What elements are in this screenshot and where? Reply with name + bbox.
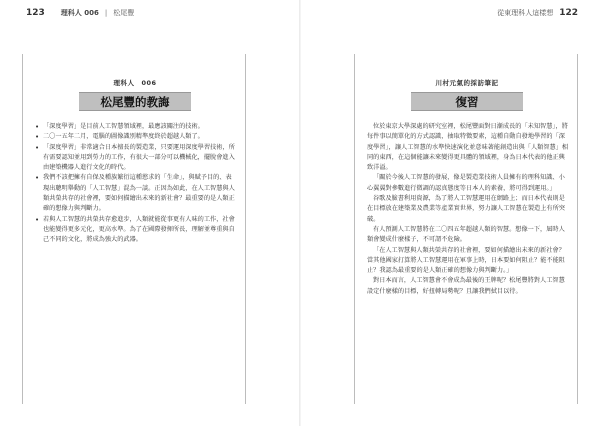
right-title-band (411, 92, 523, 111)
paragraph: 有人預測人工智慧將在二〇四五年超越人類的智慧。想像一下，屆時人類會變成什麼樣子，不可謂不危險。 (367, 225, 565, 244)
right-page-number: 122 (559, 8, 578, 18)
left-header-subtitle: 松尾豐 (113, 9, 135, 17)
right-content-frame (354, 54, 578, 404)
left-title-band (79, 92, 191, 111)
paragraph: 谷歌及臉書利用資源，為了將人工智慧運用在網路上；而日本代表則是在目標放在建築業及農業等產業實世界，努力讓人工智慧在製造上有所突破。 (367, 195, 565, 223)
list-item: • 「深度學習」非常適合日本擅長的製造業，只要運用深度學習技術，所有需要認知並用到勞力的工作，有很大一部分可以機械化，擺脫會進入由建築機器人進行文化的時代。 (35, 143, 237, 174)
list-item: • 若與人工智慧的共榮共存愈進步，人類就能從事更有人味的工作，社會也能變得更多元化，更高水準。為了在國際發揮所長，理解並尊重與自己不同的文化，將成為強大的武器。 (35, 215, 237, 246)
right-page-title: 復習 (455, 95, 479, 109)
left-page-title: 松尾豐的教誨 (100, 95, 170, 109)
left-header-title: 理科人 006 (60, 9, 99, 17)
right-page-header (300, 0, 600, 26)
paragraph: 位於東京大學深處的研究室裡，松尾豐面對日漸成長的「未知智慧」，將每件事以簡單化的方式認識，抽取特徵要素，這種自動自發地學習的「深度學習」，讓人工智慧的水準快速演化並意味著能創造出與「人類智慧」相同的東西，在這個能讓未來變得更具體的領域裡，身為日本代表的他正興致洋溢。 (367, 123, 569, 172)
paragraph: 「關於今後人工智慧的發展，像是製造業技術人員擁有的理科知識、小心翼翼對參數進行微調的認真態度等日本人的素養，將可得到運用。」 (367, 174, 565, 192)
left-chapter-label: 理科人 006 (113, 79, 157, 87)
lesson-bullet-list (35, 122, 237, 246)
paragraph: 「在人工智慧與人類共榮共存的社會裡，要如何描繪出未來的新社會？當其他國家打算將人工智慧運用在軍事上時，日本要如何阻止？能不能阻止？我認為最重要的是人類正確的想像力與判斷力。」 (367, 246, 565, 275)
right-header-subtitle: 從東理科人這樣想 (497, 9, 554, 17)
list-item: • 「深度學習」是目前人工智慧領域裡，最應該關注的技術。 (35, 122, 237, 132)
paragraph: 對日本而言，人工智慧會不會成為最後的王牌呢？松尾豐將對人工智慧設定什麼樣的目標，好扭轉局勢呢？且讓我們拭目以待。 (367, 277, 565, 295)
left-page-header (0, 0, 300, 26)
list-item: • 我們不該把擁有自保及種族繁衍這種慾求的「生命」，與賦予目的、表現出聰明舉動的「人工智慧」混為一談。正因為如此，在人工智慧與人類共榮共存的社會裡，要如何描繪出未來的新社會？最重要的是人類正確的想像力與判斷力。 (35, 173, 237, 214)
left-header-separator: | (104, 9, 108, 17)
left-page-number: 123 (26, 8, 45, 18)
right-page (300, 0, 600, 426)
left-content-frame (22, 54, 246, 404)
review-text (367, 122, 569, 297)
right-chapter-label: 川村元氣的採訪筆記 (435, 79, 499, 87)
list-item: • 二〇一五年二月，電腦的圖像識別精準度終於超越人類了。 (35, 132, 237, 142)
